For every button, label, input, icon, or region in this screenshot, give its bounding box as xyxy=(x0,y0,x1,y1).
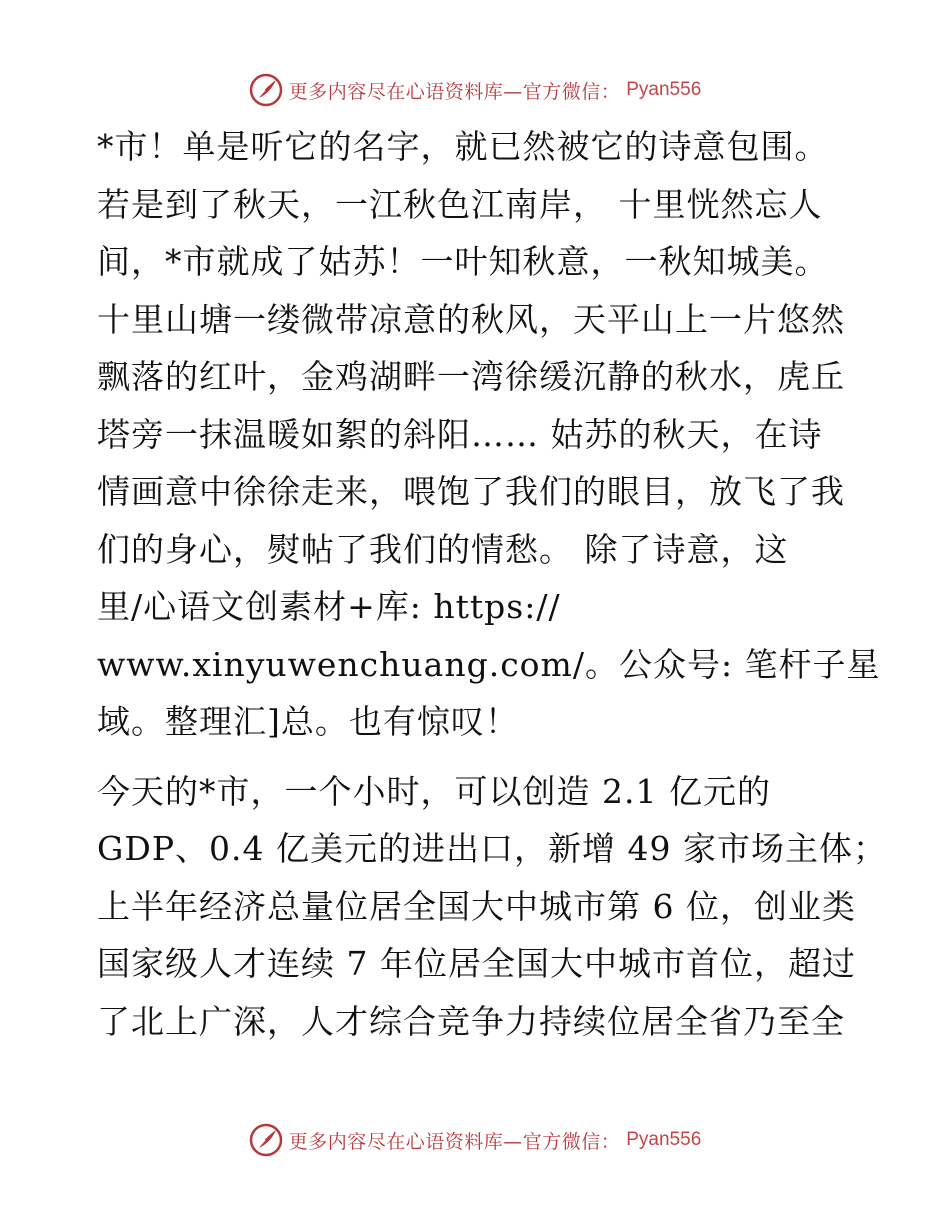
banner-wechat-id: Pyan556 xyxy=(626,79,702,100)
text-line: *市！单是听它的名字，就已然被它的诗意包围。 xyxy=(97,127,829,166)
text-line: 若是到了秋天，一江秋色江南岸， 十里恍然忘人 xyxy=(97,184,823,224)
text-line: 情画意中徐徐走来，喂饱了我们的眼目，放飞了我 xyxy=(97,472,845,511)
text-line: 们的身心，熨帖了我们的情愁。 除了诗意，这 xyxy=(97,529,789,569)
text-line: GDP、0.4 亿美元的进出口，新增 49 家市场主体； xyxy=(97,829,887,868)
text-line: 飘落的红叶，金鸡湖畔一湾徐缓沉静的秋水，虎丘 xyxy=(97,357,845,396)
header-banner xyxy=(0,70,950,110)
document-body xyxy=(97,118,887,1050)
paragraph-2 xyxy=(97,763,887,1051)
text-line: 塔旁一抹温暖如絮的斜阳…… 姑苏的秋天，在诗 xyxy=(97,414,823,454)
text-line: 十里山塘一缕微带凉意的秋风，天平山上一片悠然 xyxy=(97,299,845,339)
text-line: 里/心语文创素材+库: https:// xyxy=(97,587,561,626)
text-line: 上半年经济总量位居全国大中城市第 6 位，创业类 xyxy=(97,886,856,926)
text-line: 间，*市就成了姑苏！一叶知秋意，一秋知城美。 xyxy=(97,242,829,281)
paragraph-1 xyxy=(97,118,881,751)
feather-pen-logo-icon xyxy=(249,73,283,107)
text-line: 今天的*市，一个小时，可以创造 2.1 亿元的 xyxy=(97,771,771,811)
feather-pen-logo-icon xyxy=(249,1123,283,1157)
banner-text: 更多内容尽在心语资料库—官方微信： xyxy=(288,1130,621,1153)
footer-banner xyxy=(0,1120,950,1160)
banner-wechat-id: Pyan556 xyxy=(626,1129,702,1150)
banner-text: 更多内容尽在心语资料库—官方微信： xyxy=(288,80,621,103)
text-line: www.xinyuwenchuang.com/。公众号: 笔杆子星 xyxy=(97,644,881,684)
text-line: 了北上广深，人才综合竞争力持续位居全省乃至全 xyxy=(97,1001,845,1041)
text-line: 国家级人才连续 7 年位居全国大中城市首位，超过 xyxy=(97,944,856,983)
text-line: 域。整理汇]总。也有惊叹！ xyxy=(97,702,519,741)
